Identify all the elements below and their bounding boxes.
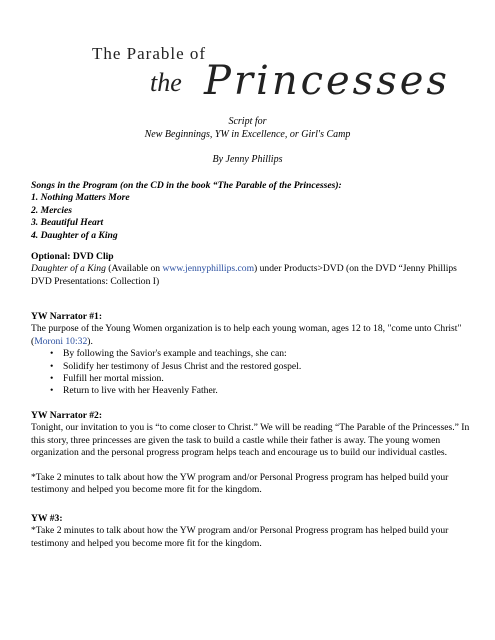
narrator1-text: [31, 323, 471, 348]
narrator2-note: *Take 2 minutes to talk about how the YW program and/or Personal Progress program has helped build your testimony and helped you become more fit for the kingdom.: [31, 471, 449, 496]
narrator1-text-pre: The purpose of the Young Women organization is to help each young woman, ages 12 to 18, "come unto Christ" (: [31, 323, 462, 347]
song-item: 1. Nothing Matters More: [31, 192, 130, 204]
narrator2-heading: YW Narrator #2:: [31, 410, 103, 421]
subtitle-script-for: Script for: [228, 116, 267, 127]
yw3-section: [31, 513, 471, 550]
bullet-item: • Fulfill her mortal mission.: [31, 373, 471, 385]
moroni-reference-link[interactable]: Moroni 10:32: [34, 335, 88, 347]
song-item: 2. Mercies: [31, 204, 73, 216]
dvd-pre-link: (Available on: [105, 263, 163, 275]
narrator2-text: Tonight, our invitation to you is “to come closer to Christ.” We will be reading “The Parable of the Princesses.” In this story, three princesses are given the task to build a castle while their father is away. The young women organization and the personal progress program helps teach and encourage us to build our individual castles.: [31, 422, 470, 459]
bullet-item: • Solidify her testimony of Jesus Christ and the restored gospel.: [31, 361, 471, 373]
logo-script: Princesses: [204, 58, 450, 104]
narrator2-section: [31, 410, 471, 496]
dvd-title: Daughter of a King: [31, 263, 106, 275]
logo-line1: The Parable of: [92, 44, 207, 63]
songs-heading: Songs in the Program (on the CD in the book “The Parable of the Princesses):: [31, 180, 342, 191]
dvd-post-link: ) under Products>DVD (on the DVD “Jenny Phillips DVD Presentations: Collection I): [31, 263, 457, 287]
songs-section: [31, 180, 471, 242]
song-item: 4. Daughter of a King: [31, 229, 118, 241]
subtitle-occasions: New Beginnings, YW in Excellence, or Girl's Camp: [144, 129, 351, 140]
dvd-section: [31, 251, 471, 288]
yw3-note: *Take 2 minutes to talk about how the YW program and/or Personal Progress program has helped build your testimony and helped you become more fit for the kingdom.: [31, 525, 449, 549]
jennyphillips-link[interactable]: www.jennyphillips.com: [162, 263, 255, 275]
song-item: 3. Beautiful Heart: [31, 217, 104, 229]
narrator1-section: [31, 311, 471, 398]
parable-logo: [92, 40, 450, 104]
bullet-item: • By following the Savior's example and teachings, she can:: [31, 348, 471, 360]
author-line: By Jenny Phillips: [212, 154, 283, 165]
narrator1-heading: YW Narrator #1:: [31, 311, 103, 322]
yw3-heading: YW #3:: [31, 513, 63, 524]
narrator1-text-post: ).: [87, 335, 93, 347]
dvd-heading: Optional: DVD Clip: [31, 251, 114, 262]
logo-line2: the: [150, 68, 182, 97]
bullet-item: • Return to live with her Heavenly Father.: [31, 385, 471, 397]
narrator1-bullets: [31, 348, 471, 398]
dvd-description: [31, 263, 471, 288]
